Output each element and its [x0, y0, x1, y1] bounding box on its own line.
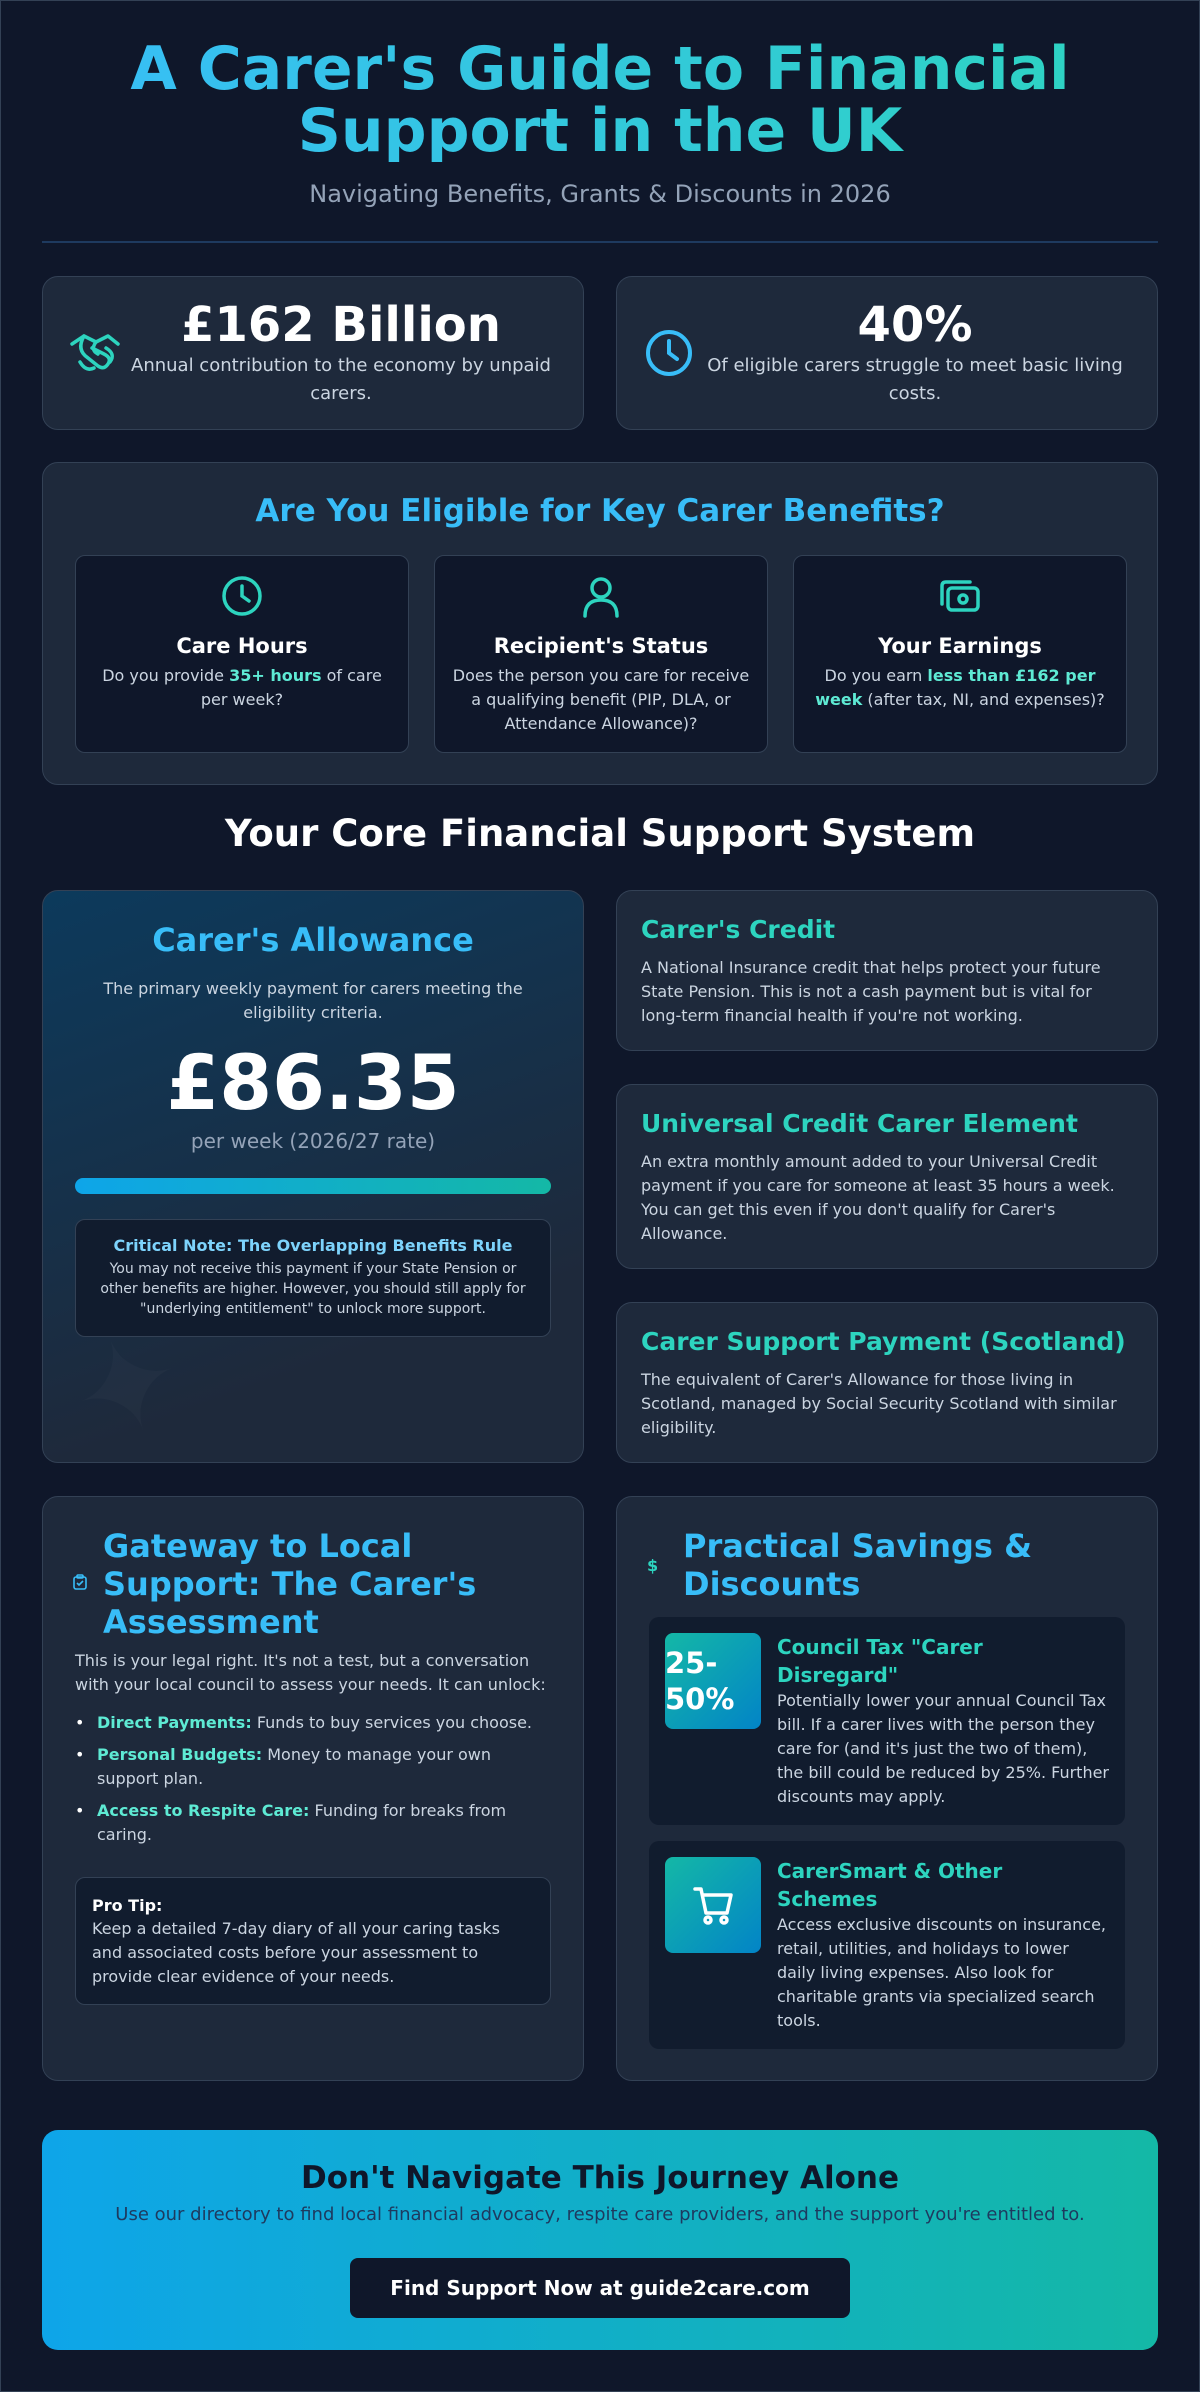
eligibility-heading: Your Earnings: [878, 634, 1042, 658]
allowance-description: The primary weekly payment for carers meeting the eligibility criteria.: [103, 979, 523, 1022]
note-text: You may not receive this payment if your State Pension or other benefits are higher. However, you should still apply for "underlying entitlement" to unlock more support.: [100, 1261, 526, 1317]
savings-discounts-card: [616, 1496, 1158, 2081]
user-icon: [451, 574, 751, 620]
stat-value: £162 Billion: [181, 297, 501, 353]
stat-card-struggle: [616, 276, 1158, 430]
stat-description: Annual contribution to the economy by unpaid carers.: [131, 355, 551, 404]
clipboard-icon: [73, 1574, 103, 1594]
assessment-heading: Gateway to Local Support: The Carer's Assessment: [103, 1527, 477, 1641]
carers-credit-card: [616, 890, 1158, 1051]
card-text: The equivalent of Carer's Allowance for those living in Scotland, managed by Social Security Scotland with similar eligibility.: [641, 1370, 1117, 1437]
carersmart-item: [649, 1841, 1125, 2049]
item-heading: CarerSmart & Other Schemes: [777, 1859, 1003, 1911]
item-text: Access exclusive discounts on insurance, retail, utilities, and holidays to lower daily living expenses. Also look for charitable grants via specialized search tools.: [777, 1915, 1106, 2030]
eligibility-question: Do you provide 35+ hours of care per week?: [102, 666, 382, 709]
cart-icon: [665, 1857, 761, 1953]
overlapping-benefits-note: [75, 1219, 551, 1337]
find-support-button[interactable]: Find Support Now at guide2care.com: [350, 2258, 850, 2318]
eligibility-title: Are You Eligible for Key Carer Benefits?: [255, 493, 945, 529]
clock-icon: [641, 328, 697, 378]
core-section-title: Your Core Financial Support System: [224, 812, 976, 855]
eligibility-question: Do you earn less than £162 per week (after tax, NI, and expenses)?: [815, 666, 1105, 709]
note-heading: Critical Note: The Overlapping Benefits Rule: [113, 1236, 513, 1255]
allowance-bar: [75, 1178, 551, 1194]
stat-description: Of eligible carers struggle to meet basic living costs.: [707, 355, 1123, 404]
eligibility-care-hours: [75, 555, 409, 753]
eligibility-earnings: [793, 555, 1127, 753]
eligibility-heading: Care Hours: [176, 634, 308, 658]
list-item: • Access to Respite Care: Funding for breaks from caring.: [75, 1799, 555, 1847]
assessment-intro: This is your legal right. It's not a test, but a conversation with your local council to assess your needs. It can unlock:: [75, 1651, 546, 1694]
council-tax-item: [649, 1617, 1125, 1825]
card-heading: Carer's Credit: [641, 915, 836, 944]
stat-card-economy: [42, 276, 584, 430]
card-text: A National Insurance credit that helps protect your future State Pension. This is not a cash payment but is vital for long-term financial health if you're not working.: [641, 958, 1101, 1025]
page-header: [42, 34, 1158, 208]
dollar-icon: $: [647, 1555, 659, 1575]
list-item: • Direct Payments: Funds to buy services you choose.: [75, 1711, 555, 1735]
cta-text: Use our directory to find local financial advocacy, respite care providers, and the support you're entitled to.: [115, 2204, 1085, 2225]
cta-heading: Don't Navigate This Journey Alone: [300, 2160, 900, 2196]
item-text: Potentially lower your annual Council Tax bill. If a carer lives with the person they care for (and it's just the two of them), the bill could be reduced by 25%. Further discounts may apply.: [777, 1691, 1109, 1806]
eligibility-recipient-status: [434, 555, 768, 753]
item-heading: Council Tax "Carer Disregard": [777, 1635, 983, 1687]
carers-assessment-card: [42, 1496, 584, 2081]
cta-banner: [42, 2130, 1158, 2350]
scotland-payment-card: [616, 1302, 1158, 1463]
page-title: A Carer's Guide to Financial Support in the UK: [42, 38, 1158, 162]
eligibility-heading: Recipient's Status: [493, 634, 709, 658]
eligibility-question: Does the person you care for receive a qualifying benefit (PIP, DLA, or Attendance Allowance)?: [452, 666, 750, 733]
carers-allowance-card: [42, 890, 584, 1463]
card-text: An extra monthly amount added to your Universal Credit payment if you care for someone at least 35 hours a week. You can get this even if you don't qualify for Carer's Allowance.: [641, 1152, 1115, 1243]
stat-value: 40%: [857, 297, 973, 353]
allowance-heading: Carer's Allowance: [152, 921, 474, 959]
discount-badge: 25-50%: [665, 1633, 761, 1729]
list-item: • Personal Budgets: Money to manage your own support plan.: [75, 1743, 555, 1791]
allowance-rate: per week (2026/27 rate): [190, 1129, 436, 1153]
clock-icon: [92, 574, 392, 620]
card-heading: Carer Support Payment (Scotland): [641, 1327, 1126, 1356]
pro-tip-box: [75, 1877, 551, 2005]
assessment-benefit-list: [75, 1711, 555, 1847]
allowance-amount: £86.35: [166, 1038, 460, 1127]
handshake-icon: [67, 328, 123, 378]
card-heading: Universal Credit Carer Element: [641, 1109, 1078, 1138]
header-divider: [42, 241, 1158, 243]
eligibility-section: [42, 462, 1158, 785]
tip-text: Keep a detailed 7-day diary of all your caring tasks and associated costs before your assessment to provide clear evidence of your needs.: [92, 1919, 500, 1986]
universal-credit-card: [616, 1084, 1158, 1269]
page-subtitle: Navigating Benefits, Grants & Discounts in 2026: [309, 180, 891, 208]
savings-heading: Practical Savings & Discounts: [683, 1527, 1032, 1603]
money-icon: [810, 574, 1110, 620]
tip-heading: Pro Tip:: [92, 1896, 163, 1915]
